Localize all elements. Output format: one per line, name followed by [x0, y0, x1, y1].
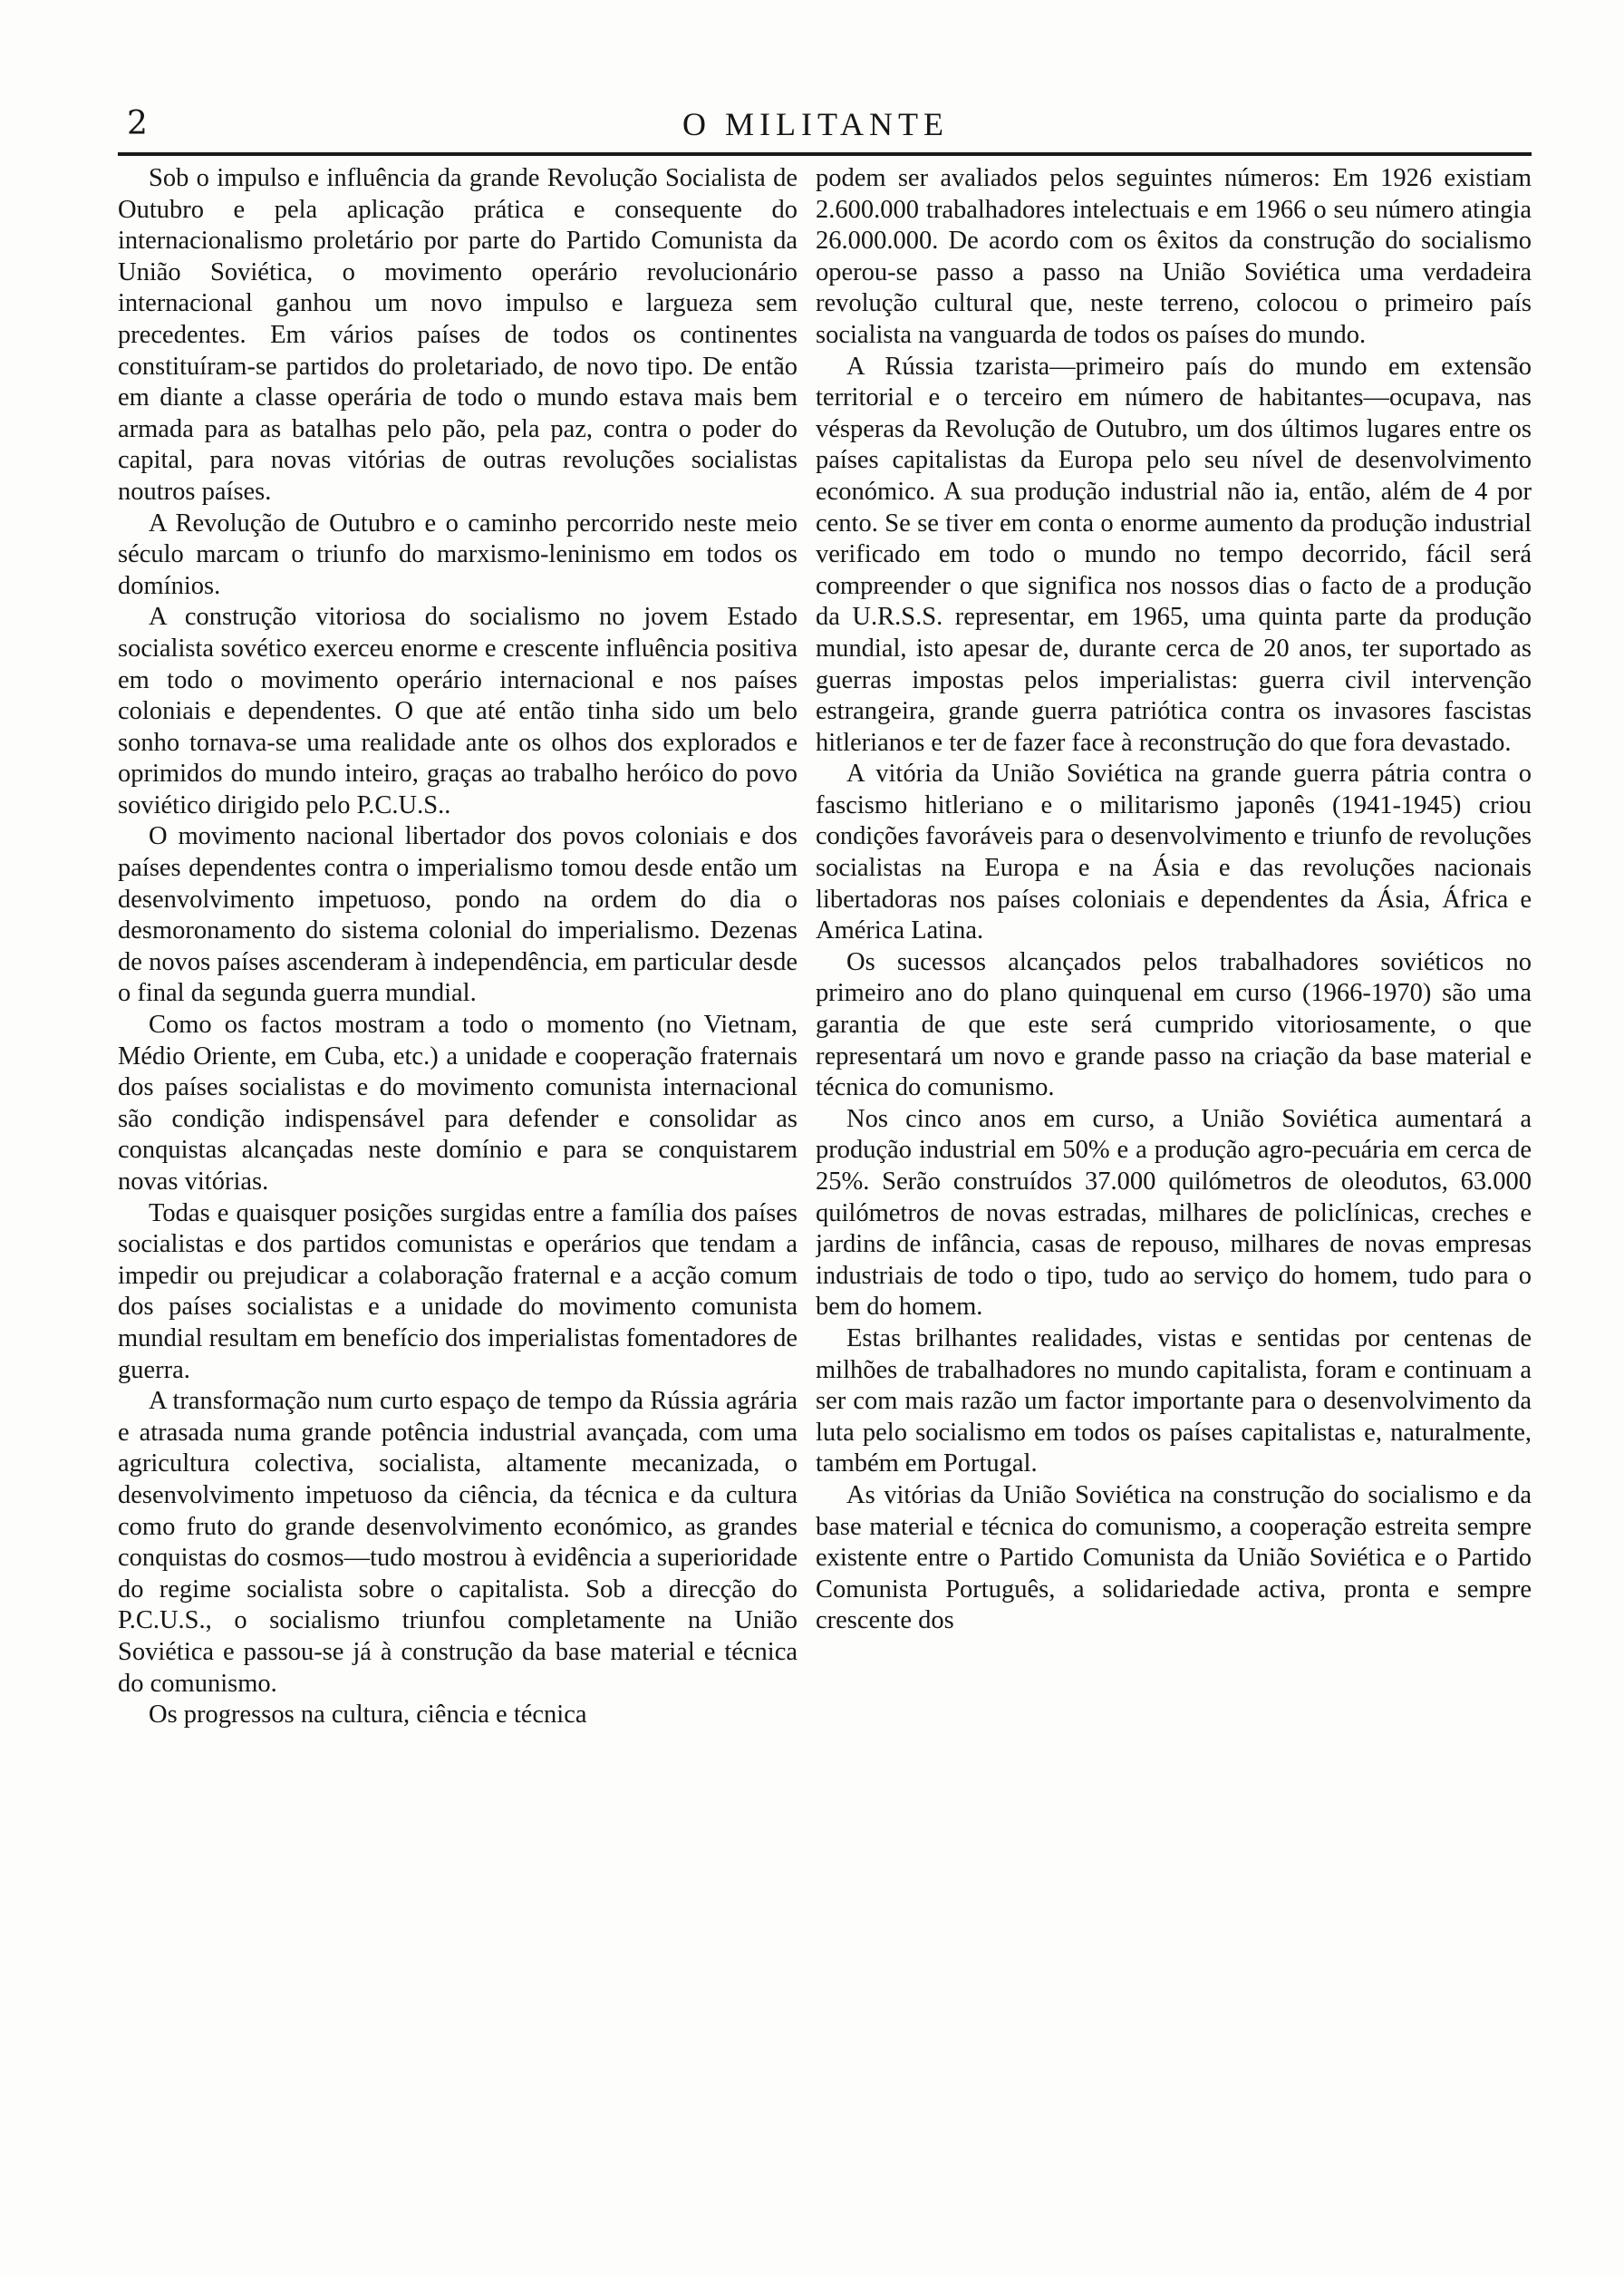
paragraph: Sob o impulso e influência da grande Revolução Socialista de Outubro e pela aplicação prática e consequente do internacionalismo proletário por parte do Partido Comunista da União Soviética, o movimento operário revolucionário internacional ganhou um novo impulso e largueza sem precedentes. Em vários países de todos os continentes constituíram-se partidos do proletariado, de novo tipo. De então em diante a classe operária de todo o mundo estava mais bem armada para as batalhas pelo pão, pela paz, contra o poder do capital, para novas vitórias de outras revoluções socialistas noutros países. [118, 164, 798, 506]
page-number: 2 [127, 105, 150, 142]
paragraph: A Revolução de Outubro e o caminho percorrido neste meio século marcam o triunfo do marxismo-leninismo em todos os domínios. [118, 509, 798, 600]
paragraph: A transformação num curto espaço de tempo da Rússia agrária e atrasada numa grande potência industrial avançada, com uma agricultura colectiva, socialista, altamente mecanizada, o desenvolvimento impetuoso da ciência, da técnica e da cultura como fruto do grande desenvolvimento económico, as grandes conquistas do cosmos—tudo mostrou à evidência a superioridade do regime socialista sobre o capitalista. Sob a direcção do P.C.U.S., o socialismo triunfou completamente na União Soviética e passou-se já à construção da base material e técnica do comunismo. [118, 1387, 798, 1698]
paragraph: Os progressos na cultura, ciência e técnica [149, 1700, 587, 1730]
paragraph: A vitória da União Soviética na grande guerra pátria contra o fascismo hitleriano e o militarismo japonês (1941-1945) criou condições favoráveis para o desenvolvimento e triunfo de revoluções socialistas na Europa e na Ásia e das revoluções nacionais libertadoras nos países coloniais e dependentes da Ásia, África e América Latina. [816, 760, 1532, 945]
paragraph: Os sucessos alcançados pelos trabalhadores soviéticos no primeiro ano do plano quinquenal em curso (1966-1970) são uma garantia de que este será cumprido vitoriosamente, o que representará um novo e grande passo na criação da base material e técnica do comunismo. [816, 947, 1532, 1102]
paragraph: Nos cinco anos em curso, a União Soviética aumentará a produção industrial em 50% e a produção agro-pecuária em cerca de 25%. Serão construídos 37.000 quilómetros de oleodutos, 63.000 quilómetros de novas estradas, milhares de policlínicas, creches e jardins de infância, casas de repouso, milhares de novas empresas industriais de todo o tipo, tudo ao serviço do homem, tudo para o bem do homem. [816, 1104, 1532, 1322]
paragraph: A Rússia tzarista—primeiro país do mundo em extensão territorial e o terceiro em número de habitantes—ocupava, nas vésperas da Revolução de Outubro, um dos últimos lugares entre os países capitalistas da Europa pelo seu nível de desenvolvimento económico. A sua produção industrial não ia, então, além de 4 por cento. Se se tiver em conta o enorme aumento da produção industrial verificado em todo o mundo no tempo decorrido, fácil será compreender o que significa nos nossos dias o facto de a produção da U.R.S.S. representar, em 1965, uma quinta parte da produção mundial, isto apesar de, durante cerca de 20 anos, ter suportado as guerras impostas pelos imperialistas: guerra civil intervenção estrangeira, grande guerra patriótica contra os invasores fascistas hitlerianos e ter de fazer face à reconstrução do que fora devastado. [816, 352, 1532, 757]
left-column [118, 163, 798, 2266]
paragraph: A construção vitoriosa do socialismo no jovem Estado socialista sovético exerceu enorme e crescente influência positiva em todo o movimento operário internacional e nos países coloniais e dependentes. O que até então tinha sido um belo sonho tornava-se uma realidade ante os olhos dos explorados e oprimidos do mundo inteiro, graças ao trabalho heróico do povo soviético dirigido pelo P.C.U.S.. [118, 603, 798, 819]
paragraph: Todas e quaisquer posições surgidas entre a família dos países socialistas e dos partidos comunistas e operários que tendam a impedir ou prejudicar a colaboração fraternal e a acção comum dos países socialistas e a unidade do movimento comunista mundial resultam em benefício dos imperialistas fomentadores de guerra. [118, 1198, 798, 1384]
paragraph: Estas brilhantes realidades, vistas e sentidas por centenas de milhões de trabalhadores no mundo capitalista, foram e continuam a ser com mais razão um factor importante para o desenvolvimento da luta pelo socialismo em todos os países capitalistas e, naturalmente, também em Portugal. [816, 1323, 1532, 1478]
paragraph: podem ser avaliados pelos seguintes números: Em 1926 existiam 2.600.000 trabalhadores intelectuais e em 1966 o seu número atingia 26.000.000. De acordo com os êxitos da construção do socialismo operou-se passo a passo na União Soviética uma verdadeira revolução cultural que, neste terreno, colocou o primeiro país socialista na vanguarda de todos os países do mundo. [816, 164, 1532, 349]
paragraph: Como os factos mostram a todo o momento (no Vietnam, Médio Oriente, em Cuba, etc.) a unidade e cooperação fraternais dos países socialistas e do movimento comunista internacional são condição indispensável para defender e consolidar as conquistas alcançadas neste domínio e para se conquistarem novas vitórias. [118, 1011, 798, 1196]
paragraph: O movimento nacional libertador dos povos coloniais e dos países dependentes contra o imperialismo tomou desde então um desenvolvimento impetuoso, pondo na ordem do dia o desmoronamento do sistema colonial do imperialismo. Dezenas de novos países ascenderam à independência, em particular desde o final da segunda guerra mundial. [118, 822, 798, 1008]
masthead-title: O MILITANTE [682, 106, 950, 142]
right-column [816, 163, 1532, 2266]
header-rule [118, 152, 1532, 156]
page-header [91, 102, 1541, 147]
paragraph: As vitórias da União Soviética na construção do socialismo e da base material e técnica do comunismo, a cooperação estreita sempre existente entre o Partido Comunista da União Soviética e o Partido Comunista Português, a solidariedade activa, pronta e sempre crescente dos [816, 1480, 1532, 1635]
